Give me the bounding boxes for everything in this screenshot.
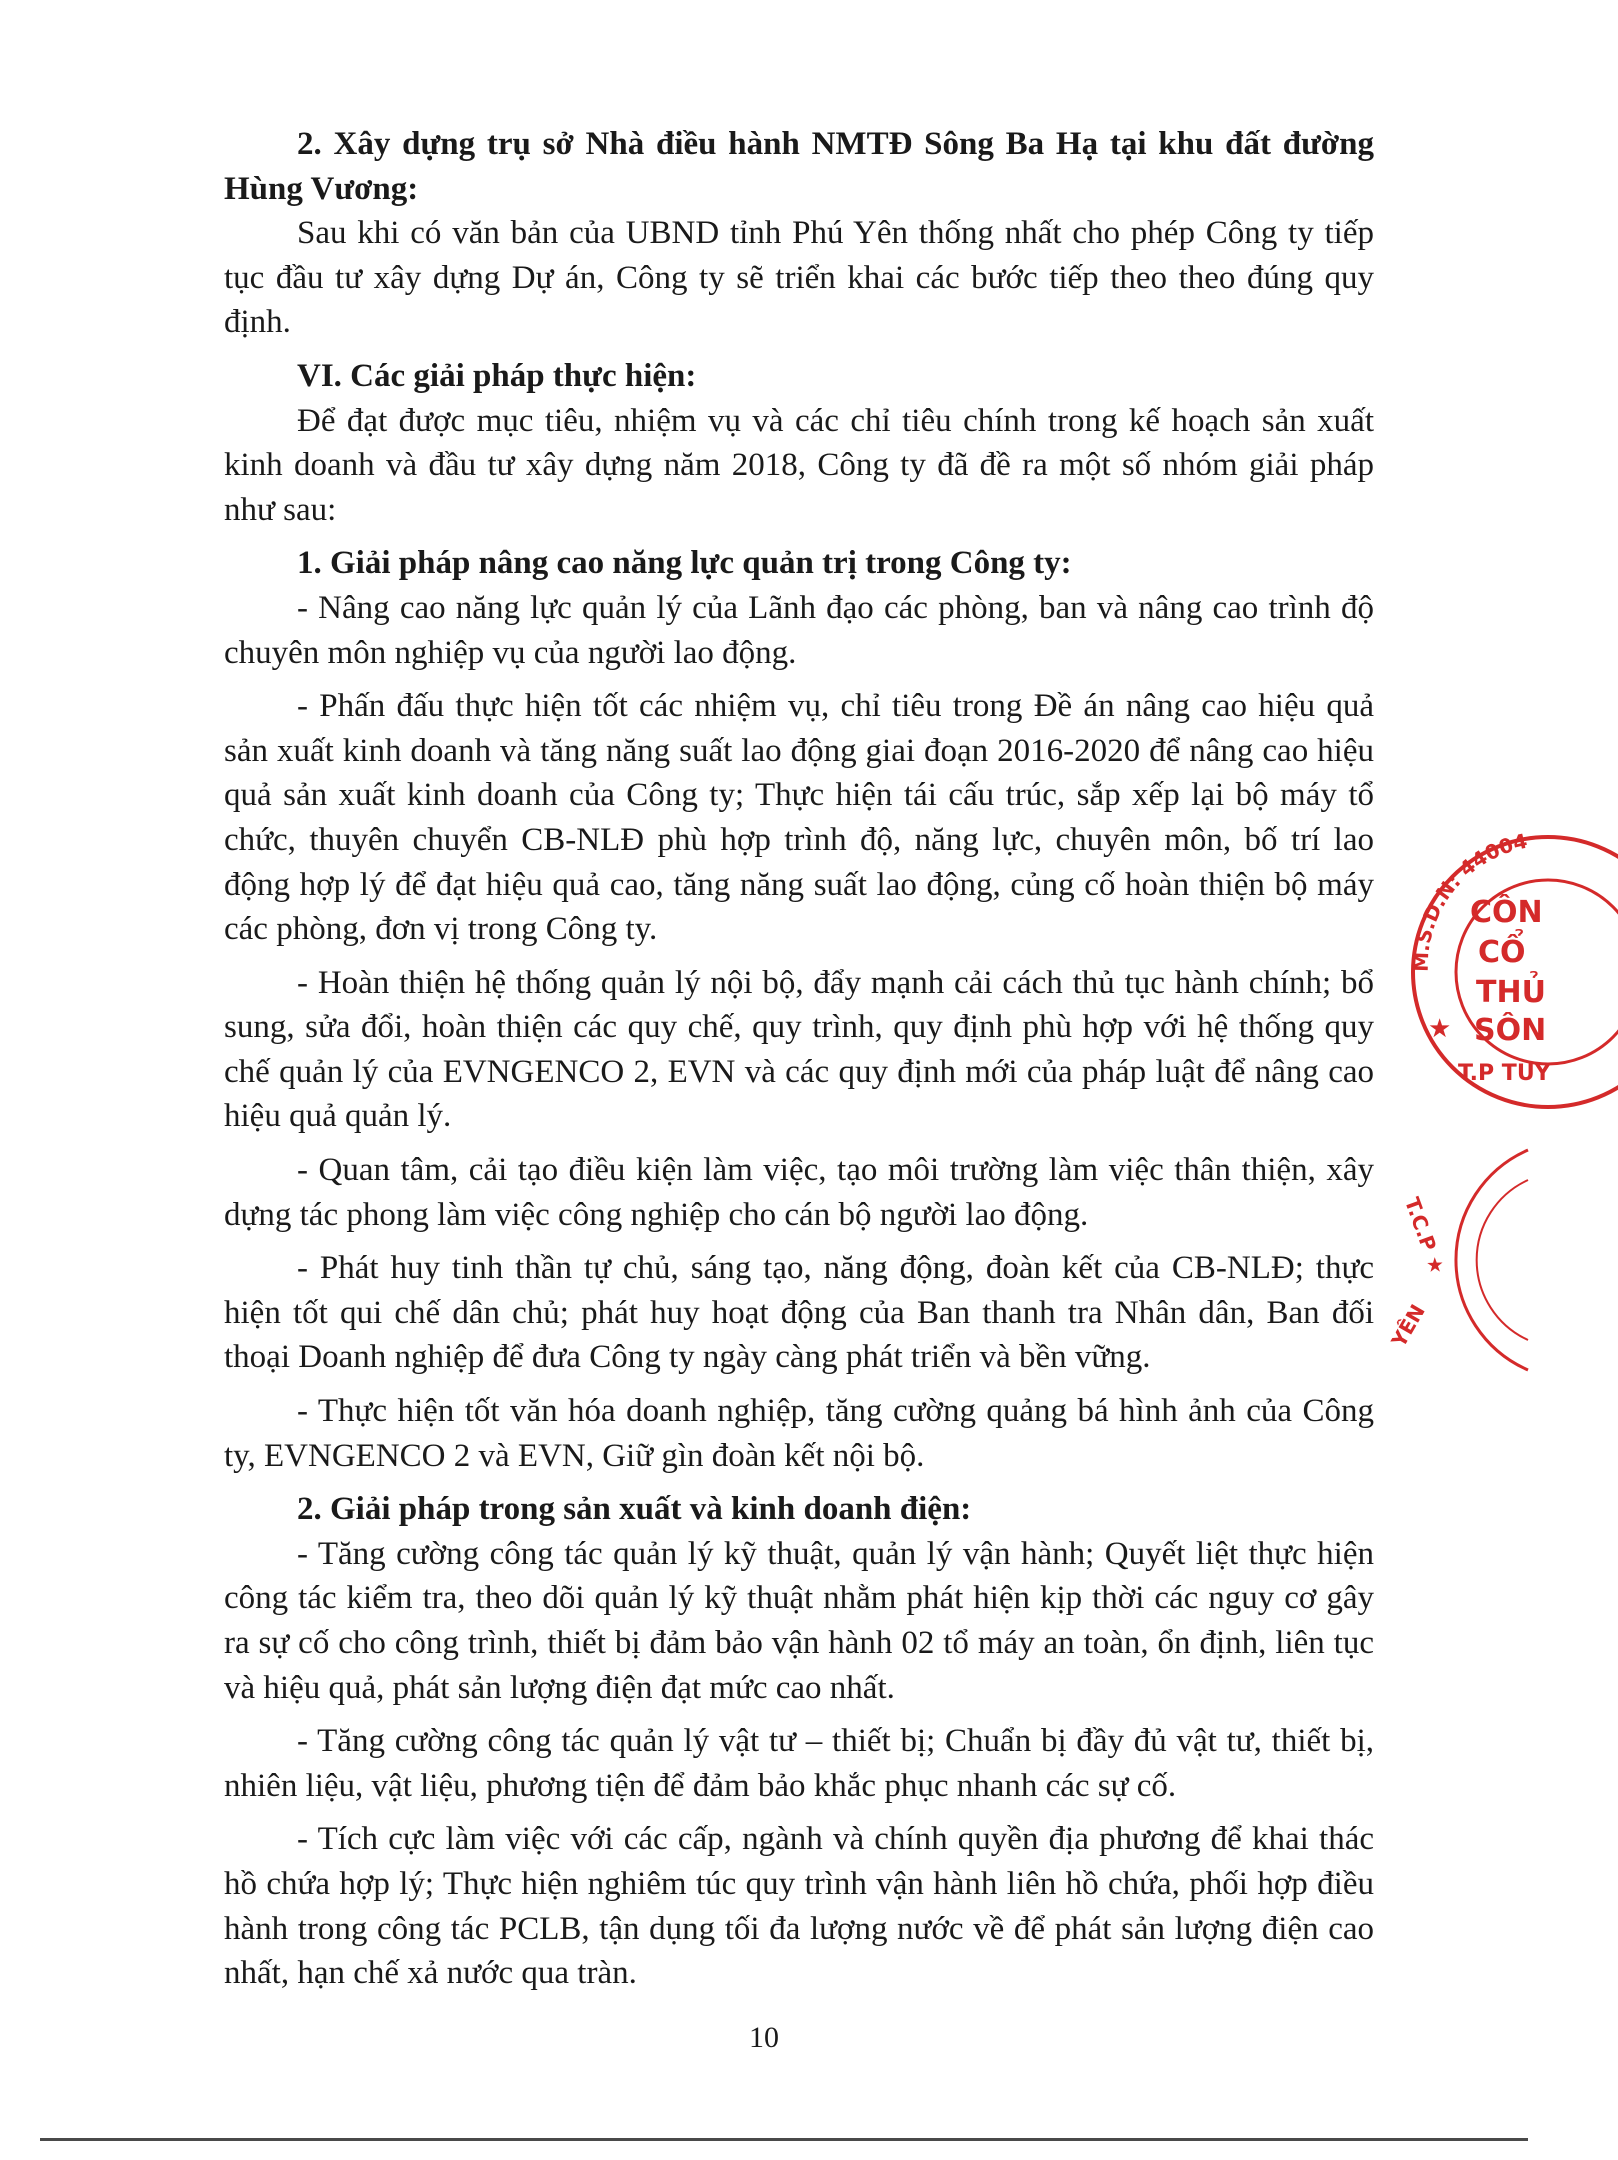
- document-body: [224, 122, 1374, 1996]
- paragraph-solutions-intro: Để đạt được mục tiêu, nhiệm vụ và các chỉ tiêu chính trong kế hoạch sản xuất kinh doanh và đầu tư xây dựng năm 2018, Công ty đã đề ra một số nhóm giải pháp như sau:: [224, 402, 1374, 528]
- list-item-production-1: - Tăng cường công tác quản lý kỹ thuật, quản lý vận hành; Quyết liệt thực hiện công tác kiểm tra, theo dõi quản lý kỹ thuật nhằm phát hiện kịp thời các nguy cơ gây ra sự cố cho công trình, thiết bị đảm bảo vận hành 02 tổ máy an toàn, ổn định, liên tục và hiệu quả, phát sản lượng điện đạt mức cao nhất.: [224, 1535, 1374, 1706]
- list-item-governance-1: - Nâng cao năng lực quản lý của Lãnh đạo các phòng, ban và nâng cao trình độ chuyên môn nghiệp vụ của người lao động.: [224, 589, 1374, 671]
- list-item-governance-6: - Thực hiện tốt văn hóa doanh nghiệp, tăng cường quảng bá hình ảnh của Công ty, EVNGENCO 2 và EVN, Giữ gìn đoàn kết nội bộ.: [224, 1393, 1374, 1474]
- section-heading-hq-construction: 2. Xây dựng trụ sở Nhà điều hành NMTĐ Sông Ba Hạ tại khu đất đường Hùng Vương:: [224, 126, 1374, 207]
- svg-text:★: ★: [1428, 1014, 1452, 1044]
- list-item-production-3: - Tích cực làm việc với các cấp, ngành và chính quyền địa phương để khai thác hồ chứa hợp lý; Thực hiện nghiêm túc quy trình vận hành liên hồ chứa, phối hợp điều hành trong công tác PCLB, tận dụng tối đa lượng nước về để phát sản lượng điện cao nhất, hạn chế xả nước qua tràn.: [224, 1821, 1374, 1992]
- seal-bottom-text: T.P TUY: [1458, 1061, 1551, 1086]
- company-seal-icon: [1398, 822, 1618, 1102]
- page-number: 10: [749, 2021, 779, 2054]
- seal-inner-line-4: SÔN: [1474, 1013, 1547, 1048]
- seal-inner-line-2: CỔ: [1478, 935, 1526, 970]
- second-seal-ring-text: T.C.P ★: [1399, 1194, 1450, 1278]
- seal-inner-line-1: CÔN: [1470, 895, 1543, 930]
- list-item-governance-2: - Phấn đấu thực hiện tốt các nhiệm vụ, chỉ tiêu trong Đề án nâng cao hiệu quả sản xuất kinh doanh và tăng năng suất lao động giai đoạn 2016-2020 để nâng cao hiệu quả sản xuất kinh doanh của Công ty; Thực hiện tái cấu trúc, sắp xếp lại bộ máy tổ chức, thuyên chuyển CB-NLĐ phù hợp trình độ, năng lực, chuyên môn, bố trí lao động hợp lý để đạt hiệu quả cao, tăng năng suất lao động, củng cố hoàn thiện bộ máy các phòng, đơn vị trong Công ty.: [224, 688, 1374, 948]
- section-heading-solutions: VI. Các giải pháp thực hiện:: [297, 357, 697, 394]
- list-item-governance-3: - Hoàn thiện hệ thống quản lý nội bộ, đẩy mạnh cải cách thủ tục hành chính; bổ sung, sửa đổi, hoàn thiện các quy chế, quy trình, quy định phù hợp với hệ thống quy chế quản lý của EVNGENCO 2, EVN và các quy định mới của pháp luật để nâng cao hiệu quả quản lý.: [224, 964, 1374, 1135]
- bottom-divider: [40, 2138, 1528, 2141]
- list-item-production-2: - Tăng cường công tác quản lý vật tư – thiết bị; Chuẩn bị đầy đủ vật tư, thiết bị, nhiên liệu, vật liệu, phương tiện để đảm bảo khắc phục nhanh các sự cố.: [224, 1723, 1374, 1804]
- list-item-governance-4: - Quan tâm, cải tạo điều kiện làm việc, tạo môi trường làm việc thân thiện, xây dựng tác phong làm việc công nghiệp cho cán bộ người lao động.: [224, 1152, 1374, 1233]
- second-seal-inner-text: YÊN: [1386, 1300, 1430, 1352]
- seal-ring-text: M.S.D.N: 44004: [1408, 828, 1530, 973]
- section-heading-governance: 1. Giải pháp nâng cao năng lực quản trị trong Công ty:: [297, 545, 1072, 582]
- paragraph-hq-construction: Sau khi có văn bản của UBND tỉnh Phú Yên thống nhất cho phép Công ty tiếp tục đầu tư xây dựng Dự án, Công ty sẽ triển khai các bước tiếp theo theo đúng quy định.: [224, 215, 1374, 341]
- section-heading-production: 2. Giải pháp trong sản xuất và kinh doanh điện:: [297, 1491, 972, 1528]
- seal-inner-line-3: THỦ: [1476, 975, 1546, 1010]
- second-seal-icon: [1378, 1140, 1528, 1380]
- list-item-governance-5: - Phát huy tinh thần tự chủ, sáng tạo, năng động, đoàn kết của CB-NLĐ; thực hiện tốt qui chế dân chủ; phát huy hoạt động của Ban thanh tra Nhân dân, Ban đối thoại Doanh nghiệp để đưa Công ty ngày càng phát triển và bền vững.: [224, 1250, 1374, 1376]
